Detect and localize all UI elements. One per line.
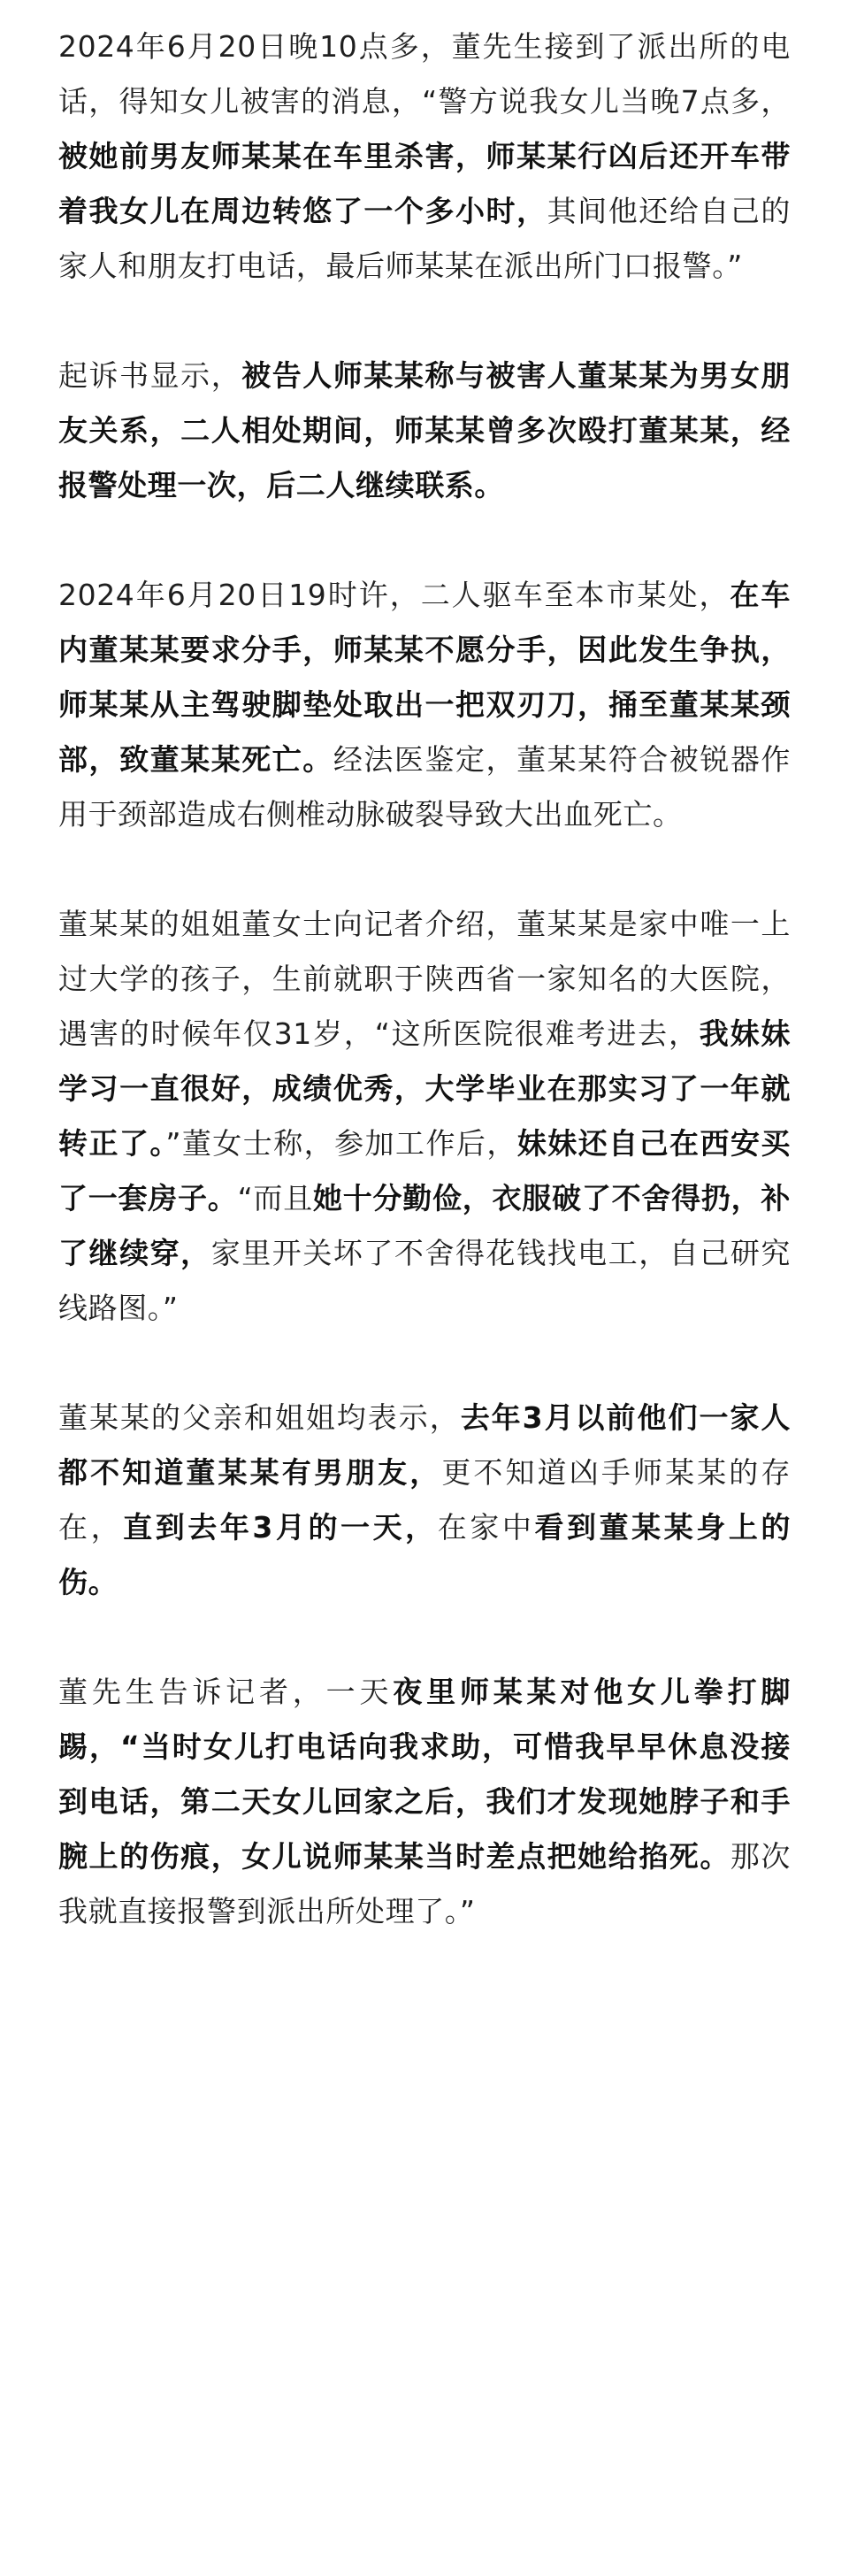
paragraph-6 <box>58 1665 791 1939</box>
paragraph-3 <box>58 568 791 842</box>
paragraph-5 <box>58 1391 791 1610</box>
paragraph-4-bold-3: 她十分勤俭，衣服破了不舍得扔，补了继续穿， <box>58 1181 791 1270</box>
paragraph-4-text-3: “而且 <box>237 1181 313 1215</box>
paragraph-1 <box>58 19 791 294</box>
paragraph-3-text-1: 2024年6月20日19时许，二人驱车至本市某处， <box>58 578 730 612</box>
paragraph-1-bold-1: 被她前男友师某某在车里杀害，师某某行凶后还开车带着我女儿在周边转悠了一个多小时， <box>58 139 791 228</box>
paragraph-3-bold-1: 在车内董某某要求分手，师某某不愿分手，因此发生争执，师某某从主驾驶脚垫处取出一把双刃刀，捅至董某某颈部，致董某某死亡。 <box>58 578 791 777</box>
paragraph-6-text-2: 那次我就直接报警到派出所处理了。” <box>58 1839 791 1928</box>
paragraph-4-text-2: ”董女士称，参加工作后， <box>165 1126 517 1161</box>
paragraph-2-text-1: 起诉书显示， <box>58 358 242 393</box>
paragraph-1-text-2: 其间他还给自己的家人和朋友打电话，最后师某某在派出所门口报警。” <box>58 194 791 283</box>
paragraph-4-text-4: 家里开关坏了不舍得花钱找电工，自己研究线路图。” <box>58 1236 792 1325</box>
paragraph-4 <box>58 897 791 1336</box>
paragraph-5-text-3: 在家中 <box>437 1510 535 1545</box>
paragraph-2-bold-1: 被告人师某某称与被害人董某某为男女朋友关系，二人相处期间，师某某曾多次殴打董某某，经报警处理一次，后二人继续联系。 <box>58 358 791 502</box>
paragraph-5-bold-1: 去年3月以前他们一家人都不知道董某某有男朋友， <box>58 1400 791 1490</box>
paragraph-6-bold-1: 夜里师某某对他女儿拳打脚踢，“当时女儿打电话向我求助，可惜我早早休息没接到电话，第二天女儿回家之后，我们才发现她脖子和手腕上的伤痕，女儿说师某某当时差点把她给掐死。 <box>58 1675 792 1874</box>
paragraph-2 <box>58 349 791 513</box>
paragraph-5-text-1: 董某某的父亲和姐姐均表示， <box>58 1400 461 1435</box>
paragraph-5-bold-3: 看到董某某身上的伤。 <box>58 1510 791 1599</box>
paragraph-4-bold-2: 妹妹还自己在西安买了一套房子。 <box>58 1126 792 1215</box>
paragraph-3-text-2: 经法医鉴定，董某某符合被锐器作用于颈部造成右侧椎动脉破裂导致大出血死亡。 <box>58 742 792 832</box>
paragraph-5-text-2: 更不知道凶手师某某的存在， <box>58 1455 791 1545</box>
paragraph-1-text-1: 2024年6月20日晚10点多，董先生接到了派出所的电话，得知女儿被害的消息，“警方说我女儿当晚7点多， <box>58 29 791 119</box>
paragraph-4-bold-1: 我妹妹学习一直很好，成绩优秀，大学毕业在那实习了一年就转正了。 <box>58 1016 791 1161</box>
paragraph-6-text-1: 董先生告诉记者，一天 <box>58 1675 394 1709</box>
paragraph-5-bold-2: 直到去年3月的一天， <box>123 1510 438 1545</box>
paragraph-4-text-1: 董某某的姐姐董女士向记者介绍，董某某是家中唯一上过大学的孩子，生前就职于陕西省一家知名的大医院，遇害的时候年仅31岁，“这所医院很难考进去， <box>58 907 791 1051</box>
